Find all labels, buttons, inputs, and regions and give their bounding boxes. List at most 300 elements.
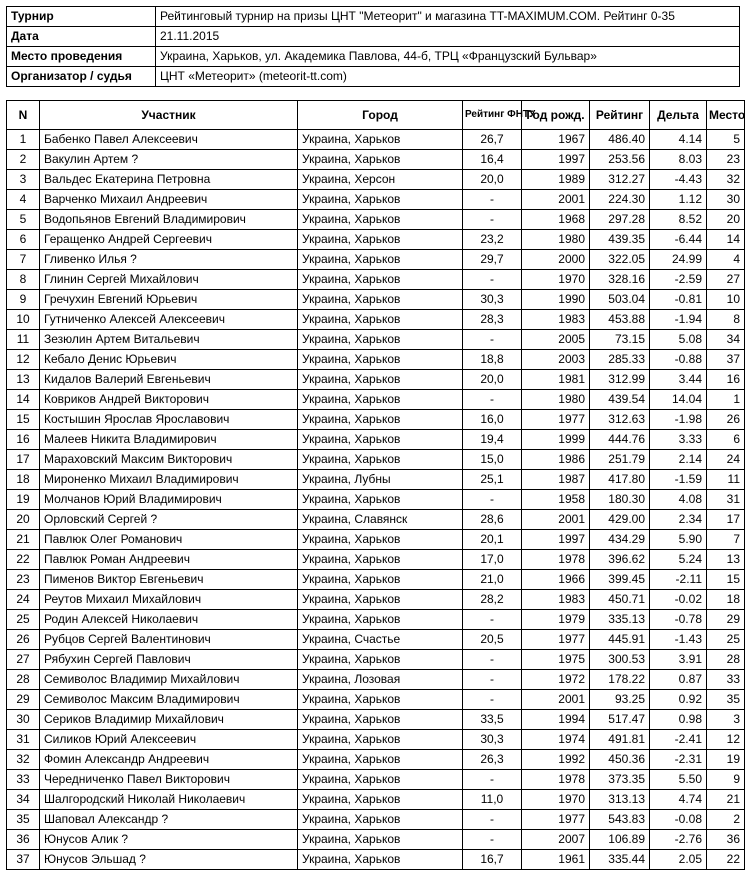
cell-rating: 439.54 bbox=[590, 390, 650, 410]
cell-name: Реутов Михаил Михайлович bbox=[40, 590, 298, 610]
cell-n: 3 bbox=[7, 170, 40, 190]
cell-n: 34 bbox=[7, 790, 40, 810]
col-header-fntu: Рейтинг ФНТУ bbox=[463, 101, 522, 130]
cell-n: 8 bbox=[7, 270, 40, 290]
cell-place: 32 bbox=[707, 170, 745, 190]
cell-rating: 322.05 bbox=[590, 250, 650, 270]
cell-rating: 285.33 bbox=[590, 350, 650, 370]
cell-city: Украина, Харьков bbox=[298, 650, 463, 670]
cell-name: Мараховский Максим Викторович bbox=[40, 450, 298, 470]
table-row bbox=[7, 370, 745, 390]
cell-n: 24 bbox=[7, 590, 40, 610]
cell-name: Рябухин Сергей Павлович bbox=[40, 650, 298, 670]
table-row bbox=[7, 210, 745, 230]
cell-city: Украина, Харьков bbox=[298, 150, 463, 170]
cell-year: 2007 bbox=[522, 830, 590, 850]
cell-name: Шалгородский Николай Николаевич bbox=[40, 790, 298, 810]
cell-city: Украина, Харьков bbox=[298, 270, 463, 290]
cell-rating: 106.89 bbox=[590, 830, 650, 850]
cell-year: 1987 bbox=[522, 470, 590, 490]
cell-place: 3 bbox=[707, 710, 745, 730]
table-row bbox=[7, 190, 745, 210]
cell-rating: 373.35 bbox=[590, 770, 650, 790]
cell-city: Украина, Харьков bbox=[298, 770, 463, 790]
cell-delta: 3.91 bbox=[650, 650, 707, 670]
cell-year: 1972 bbox=[522, 670, 590, 690]
table-row bbox=[7, 310, 745, 330]
col-header-delta: Дельта bbox=[650, 101, 707, 130]
cell-rating: 251.79 bbox=[590, 450, 650, 470]
table-row bbox=[7, 170, 745, 190]
cell-year: 2000 bbox=[522, 250, 590, 270]
table-row bbox=[7, 230, 745, 250]
cell-n: 2 bbox=[7, 150, 40, 170]
cell-rating: 93.25 bbox=[590, 690, 650, 710]
cell-rating: 328.16 bbox=[590, 270, 650, 290]
cell-place: 8 bbox=[707, 310, 745, 330]
cell-name: Гречухин Евгений Юрьевич bbox=[40, 290, 298, 310]
cell-delta: -0.81 bbox=[650, 290, 707, 310]
cell-place: 16 bbox=[707, 370, 745, 390]
cell-city: Украина, Харьков bbox=[298, 610, 463, 630]
cell-delta: -2.31 bbox=[650, 750, 707, 770]
cell-delta: -0.88 bbox=[650, 350, 707, 370]
table-row bbox=[7, 450, 745, 470]
cell-name: Родин Алексей Николаевич bbox=[40, 610, 298, 630]
cell-year: 1978 bbox=[522, 550, 590, 570]
table-row bbox=[7, 730, 745, 750]
cell-year: 1961 bbox=[522, 850, 590, 870]
cell-fntu: 33,5 bbox=[463, 710, 522, 730]
cell-rating: 312.99 bbox=[590, 370, 650, 390]
results-header bbox=[7, 101, 745, 130]
cell-place: 2 bbox=[707, 810, 745, 830]
table-row bbox=[7, 610, 745, 630]
col-header-year: Год рожд. bbox=[522, 101, 590, 130]
cell-place: 10 bbox=[707, 290, 745, 310]
cell-place: 9 bbox=[707, 770, 745, 790]
table-row bbox=[7, 390, 745, 410]
table-row bbox=[7, 410, 745, 430]
cell-delta: 5.24 bbox=[650, 550, 707, 570]
cell-year: 2001 bbox=[522, 510, 590, 530]
cell-fntu: - bbox=[463, 670, 522, 690]
info-label: Дата bbox=[7, 27, 156, 47]
cell-year: 1980 bbox=[522, 390, 590, 410]
cell-name: Гливенко Илья ? bbox=[40, 250, 298, 270]
cell-fntu: 28,3 bbox=[463, 310, 522, 330]
cell-name: Бабенко Павел Алексеевич bbox=[40, 130, 298, 150]
cell-rating: 439.35 bbox=[590, 230, 650, 250]
table-row bbox=[7, 810, 745, 830]
info-label: Организатор / судья bbox=[7, 67, 156, 87]
cell-delta: -1.43 bbox=[650, 630, 707, 650]
cell-n: 35 bbox=[7, 810, 40, 830]
cell-rating: 73.15 bbox=[590, 330, 650, 350]
table-row bbox=[7, 690, 745, 710]
cell-fntu: 11,0 bbox=[463, 790, 522, 810]
cell-n: 32 bbox=[7, 750, 40, 770]
cell-fntu: 28,2 bbox=[463, 590, 522, 610]
cell-n: 36 bbox=[7, 830, 40, 850]
cell-n: 22 bbox=[7, 550, 40, 570]
table-row bbox=[7, 530, 745, 550]
cell-name: Чередниченко Павел Викторович bbox=[40, 770, 298, 790]
cell-name: Мироненко Михаил Владимирович bbox=[40, 470, 298, 490]
table-row bbox=[7, 150, 745, 170]
cell-n: 26 bbox=[7, 630, 40, 650]
cell-delta: 5.90 bbox=[650, 530, 707, 550]
cell-name: Вакулин Артем ? bbox=[40, 150, 298, 170]
cell-delta: 8.03 bbox=[650, 150, 707, 170]
table-row bbox=[7, 330, 745, 350]
cell-fntu: - bbox=[463, 330, 522, 350]
cell-fntu: 18,8 bbox=[463, 350, 522, 370]
cell-name: Юнусов Эльшад ? bbox=[40, 850, 298, 870]
cell-place: 29 bbox=[707, 610, 745, 630]
cell-delta: 2.34 bbox=[650, 510, 707, 530]
cell-year: 2001 bbox=[522, 690, 590, 710]
cell-place: 13 bbox=[707, 550, 745, 570]
cell-delta: -4.43 bbox=[650, 170, 707, 190]
cell-delta: 5.08 bbox=[650, 330, 707, 350]
table-row bbox=[7, 650, 745, 670]
cell-n: 28 bbox=[7, 670, 40, 690]
cell-place: 18 bbox=[707, 590, 745, 610]
table-row bbox=[7, 430, 745, 450]
cell-city: Украина, Харьков bbox=[298, 250, 463, 270]
cell-place: 34 bbox=[707, 330, 745, 350]
cell-city: Украина, Харьков bbox=[298, 350, 463, 370]
cell-rating: 445.91 bbox=[590, 630, 650, 650]
info-value: 21.11.2015 bbox=[156, 27, 740, 47]
cell-delta: 14.04 bbox=[650, 390, 707, 410]
cell-n: 25 bbox=[7, 610, 40, 630]
cell-city: Украина, Харьков bbox=[298, 370, 463, 390]
cell-name: Сериков Владимир Михайлович bbox=[40, 710, 298, 730]
cell-place: 27 bbox=[707, 270, 745, 290]
results-table bbox=[6, 100, 745, 870]
cell-rating: 434.29 bbox=[590, 530, 650, 550]
cell-delta: -0.02 bbox=[650, 590, 707, 610]
cell-year: 1968 bbox=[522, 210, 590, 230]
cell-fntu: 26,7 bbox=[463, 130, 522, 150]
cell-place: 11 bbox=[707, 470, 745, 490]
cell-city: Украина, Харьков bbox=[298, 430, 463, 450]
cell-delta: -0.78 bbox=[650, 610, 707, 630]
cell-n: 9 bbox=[7, 290, 40, 310]
cell-city: Украина, Счастье bbox=[298, 630, 463, 650]
cell-n: 13 bbox=[7, 370, 40, 390]
cell-fntu: 29,7 bbox=[463, 250, 522, 270]
cell-rating: 224.30 bbox=[590, 190, 650, 210]
cell-year: 1970 bbox=[522, 790, 590, 810]
cell-name: Орловский Сергей ? bbox=[40, 510, 298, 530]
table-row bbox=[7, 770, 745, 790]
cell-year: 1958 bbox=[522, 490, 590, 510]
cell-name: Кебало Денис Юрьевич bbox=[40, 350, 298, 370]
cell-city: Украина, Харьков bbox=[298, 830, 463, 850]
cell-fntu: - bbox=[463, 490, 522, 510]
cell-year: 2005 bbox=[522, 330, 590, 350]
cell-n: 37 bbox=[7, 850, 40, 870]
table-row bbox=[7, 750, 745, 770]
cell-delta: 4.14 bbox=[650, 130, 707, 150]
table-row bbox=[7, 830, 745, 850]
cell-n: 4 bbox=[7, 190, 40, 210]
cell-fntu: 30,3 bbox=[463, 290, 522, 310]
cell-rating: 335.44 bbox=[590, 850, 650, 870]
cell-n: 23 bbox=[7, 570, 40, 590]
cell-place: 19 bbox=[707, 750, 745, 770]
cell-fntu: 20,5 bbox=[463, 630, 522, 650]
cell-rating: 450.71 bbox=[590, 590, 650, 610]
col-header-rating: Рейтинг bbox=[590, 101, 650, 130]
cell-delta: -2.41 bbox=[650, 730, 707, 750]
cell-delta: -0.08 bbox=[650, 810, 707, 830]
cell-city: Украина, Харьков bbox=[298, 530, 463, 550]
cell-place: 28 bbox=[707, 650, 745, 670]
cell-place: 25 bbox=[707, 630, 745, 650]
cell-name: Павлюк Роман Андреевич bbox=[40, 550, 298, 570]
cell-name: Пименов Виктор Евгеньевич bbox=[40, 570, 298, 590]
cell-n: 12 bbox=[7, 350, 40, 370]
cell-city: Украина, Харьков bbox=[298, 490, 463, 510]
cell-name: Фомин Александр Андреевич bbox=[40, 750, 298, 770]
cell-place: 24 bbox=[707, 450, 745, 470]
table-row bbox=[7, 850, 745, 870]
cell-year: 1975 bbox=[522, 650, 590, 670]
col-header-name: Участник bbox=[40, 101, 298, 130]
cell-delta: 24.99 bbox=[650, 250, 707, 270]
cell-city: Украина, Харьков bbox=[298, 690, 463, 710]
cell-fntu: - bbox=[463, 270, 522, 290]
cell-delta: 2.05 bbox=[650, 850, 707, 870]
cell-n: 18 bbox=[7, 470, 40, 490]
cell-n: 7 bbox=[7, 250, 40, 270]
cell-city: Украина, Харьков bbox=[298, 450, 463, 470]
table-row bbox=[7, 570, 745, 590]
cell-n: 17 bbox=[7, 450, 40, 470]
cell-fntu: 20,1 bbox=[463, 530, 522, 550]
results-body bbox=[7, 130, 745, 870]
cell-name: Семиволос Максим Владимирович bbox=[40, 690, 298, 710]
col-header-n: N bbox=[7, 101, 40, 130]
cell-name: Костышин Ярослав Ярославович bbox=[40, 410, 298, 430]
info-row bbox=[7, 67, 740, 87]
cell-year: 1977 bbox=[522, 630, 590, 650]
cell-city: Украина, Харьков bbox=[298, 390, 463, 410]
cell-year: 1990 bbox=[522, 290, 590, 310]
tournament-info-body bbox=[7, 7, 740, 87]
cell-fntu: 23,2 bbox=[463, 230, 522, 250]
cell-fntu: - bbox=[463, 810, 522, 830]
table-row bbox=[7, 630, 745, 650]
cell-city: Украина, Харьков bbox=[298, 810, 463, 830]
cell-place: 37 bbox=[707, 350, 745, 370]
table-row bbox=[7, 790, 745, 810]
cell-rating: 429.00 bbox=[590, 510, 650, 530]
cell-name: Кидалов Валерий Евгеньевич bbox=[40, 370, 298, 390]
cell-rating: 543.83 bbox=[590, 810, 650, 830]
cell-year: 1983 bbox=[522, 310, 590, 330]
cell-rating: 453.88 bbox=[590, 310, 650, 330]
table-row bbox=[7, 710, 745, 730]
cell-delta: -2.59 bbox=[650, 270, 707, 290]
cell-n: 5 bbox=[7, 210, 40, 230]
cell-name: Шаповал Александр ? bbox=[40, 810, 298, 830]
cell-rating: 486.40 bbox=[590, 130, 650, 150]
cell-delta: 4.08 bbox=[650, 490, 707, 510]
cell-year: 1983 bbox=[522, 590, 590, 610]
cell-name: Молчанов Юрий Владимирович bbox=[40, 490, 298, 510]
cell-fntu: 19,4 bbox=[463, 430, 522, 450]
table-row bbox=[7, 590, 745, 610]
cell-fntu: 20,0 bbox=[463, 370, 522, 390]
cell-place: 17 bbox=[707, 510, 745, 530]
cell-year: 1978 bbox=[522, 770, 590, 790]
info-label: Турнир bbox=[7, 7, 156, 27]
cell-name: Варченко Михаил Андреевич bbox=[40, 190, 298, 210]
cell-n: 31 bbox=[7, 730, 40, 750]
table-row bbox=[7, 470, 745, 490]
cell-name: Зезюлин Артем Витальевич bbox=[40, 330, 298, 350]
cell-delta: -1.98 bbox=[650, 410, 707, 430]
cell-fntu: 26,3 bbox=[463, 750, 522, 770]
cell-delta: 0.92 bbox=[650, 690, 707, 710]
cell-city: Украина, Славянск bbox=[298, 510, 463, 530]
cell-place: 6 bbox=[707, 430, 745, 450]
cell-n: 14 bbox=[7, 390, 40, 410]
cell-rating: 503.04 bbox=[590, 290, 650, 310]
cell-rating: 300.53 bbox=[590, 650, 650, 670]
cell-fntu: 16,4 bbox=[463, 150, 522, 170]
cell-rating: 450.36 bbox=[590, 750, 650, 770]
cell-name: Вальдес Екатерина Петровна bbox=[40, 170, 298, 190]
cell-city: Украина, Харьков bbox=[298, 750, 463, 770]
cell-city: Украина, Харьков bbox=[298, 310, 463, 330]
cell-name: Водопьянов Евгений Владимирович bbox=[40, 210, 298, 230]
table-row bbox=[7, 490, 745, 510]
cell-year: 1974 bbox=[522, 730, 590, 750]
cell-year: 2003 bbox=[522, 350, 590, 370]
cell-place: 33 bbox=[707, 670, 745, 690]
cell-year: 1977 bbox=[522, 410, 590, 430]
cell-city: Украина, Харьков bbox=[298, 590, 463, 610]
cell-rating: 491.81 bbox=[590, 730, 650, 750]
cell-place: 15 bbox=[707, 570, 745, 590]
cell-name: Семиволос Владимир Михайлович bbox=[40, 670, 298, 690]
cell-n: 6 bbox=[7, 230, 40, 250]
cell-fntu: - bbox=[463, 830, 522, 850]
cell-place: 30 bbox=[707, 190, 745, 210]
cell-place: 7 bbox=[707, 530, 745, 550]
table-row bbox=[7, 550, 745, 570]
cell-city: Украина, Харьков bbox=[298, 410, 463, 430]
cell-rating: 517.47 bbox=[590, 710, 650, 730]
cell-city: Украина, Херсон bbox=[298, 170, 463, 190]
table-row bbox=[7, 350, 745, 370]
cell-delta: 3.44 bbox=[650, 370, 707, 390]
cell-fntu: 21,0 bbox=[463, 570, 522, 590]
cell-fntu: - bbox=[463, 690, 522, 710]
cell-city: Украина, Лозовая bbox=[298, 670, 463, 690]
cell-rating: 178.22 bbox=[590, 670, 650, 690]
table-row bbox=[7, 130, 745, 150]
cell-place: 21 bbox=[707, 790, 745, 810]
cell-name: Силиков Юрий Алексеевич bbox=[40, 730, 298, 750]
cell-name: Малеев Никита Владимирович bbox=[40, 430, 298, 450]
info-row bbox=[7, 7, 740, 27]
cell-name: Рубцов Сергей Валентинович bbox=[40, 630, 298, 650]
cell-city: Украина, Харьков bbox=[298, 290, 463, 310]
cell-fntu: 15,0 bbox=[463, 450, 522, 470]
cell-place: 23 bbox=[707, 150, 745, 170]
cell-n: 21 bbox=[7, 530, 40, 550]
cell-year: 1967 bbox=[522, 130, 590, 150]
cell-rating: 312.63 bbox=[590, 410, 650, 430]
table-row bbox=[7, 670, 745, 690]
cell-name: Павлюк Олег Романович bbox=[40, 530, 298, 550]
cell-name: Гутниченко Алексей Алексеевич bbox=[40, 310, 298, 330]
cell-city: Украина, Харьков bbox=[298, 230, 463, 250]
cell-n: 15 bbox=[7, 410, 40, 430]
cell-n: 11 bbox=[7, 330, 40, 350]
cell-rating: 417.80 bbox=[590, 470, 650, 490]
cell-fntu: - bbox=[463, 190, 522, 210]
cell-year: 1986 bbox=[522, 450, 590, 470]
cell-delta: -2.11 bbox=[650, 570, 707, 590]
cell-city: Украина, Харьков bbox=[298, 790, 463, 810]
cell-n: 1 bbox=[7, 130, 40, 150]
cell-rating: 396.62 bbox=[590, 550, 650, 570]
cell-n: 33 bbox=[7, 770, 40, 790]
cell-year: 1977 bbox=[522, 810, 590, 830]
cell-year: 1980 bbox=[522, 230, 590, 250]
cell-delta: 0.98 bbox=[650, 710, 707, 730]
cell-n: 30 bbox=[7, 710, 40, 730]
info-value: Украина, Харьков, ул. Академика Павлова, 44-б, ТРЦ «Французский Бульвар» bbox=[156, 47, 740, 67]
col-header-city: Город bbox=[298, 101, 463, 130]
cell-delta: -6.44 bbox=[650, 230, 707, 250]
table-row bbox=[7, 510, 745, 530]
cell-delta: -1.59 bbox=[650, 470, 707, 490]
table-row bbox=[7, 250, 745, 270]
cell-fntu: 25,1 bbox=[463, 470, 522, 490]
cell-delta: 3.33 bbox=[650, 430, 707, 450]
cell-name: Глинин Сергей Михайлович bbox=[40, 270, 298, 290]
info-value: ЦНТ «Метеорит» (meteorit-tt.com) bbox=[156, 67, 740, 87]
cell-delta: -1.94 bbox=[650, 310, 707, 330]
cell-year: 2001 bbox=[522, 190, 590, 210]
cell-place: 26 bbox=[707, 410, 745, 430]
cell-place: 36 bbox=[707, 830, 745, 850]
cell-delta: 4.74 bbox=[650, 790, 707, 810]
table-row bbox=[7, 270, 745, 290]
cell-delta: 2.14 bbox=[650, 450, 707, 470]
cell-delta: 5.50 bbox=[650, 770, 707, 790]
cell-fntu: 16,0 bbox=[463, 410, 522, 430]
cell-fntu: 17,0 bbox=[463, 550, 522, 570]
cell-place: 22 bbox=[707, 850, 745, 870]
cell-year: 1979 bbox=[522, 610, 590, 630]
cell-year: 1970 bbox=[522, 270, 590, 290]
cell-city: Украина, Харьков bbox=[298, 850, 463, 870]
cell-place: 4 bbox=[707, 250, 745, 270]
info-row bbox=[7, 27, 740, 47]
cell-fntu: - bbox=[463, 390, 522, 410]
cell-fntu: - bbox=[463, 610, 522, 630]
